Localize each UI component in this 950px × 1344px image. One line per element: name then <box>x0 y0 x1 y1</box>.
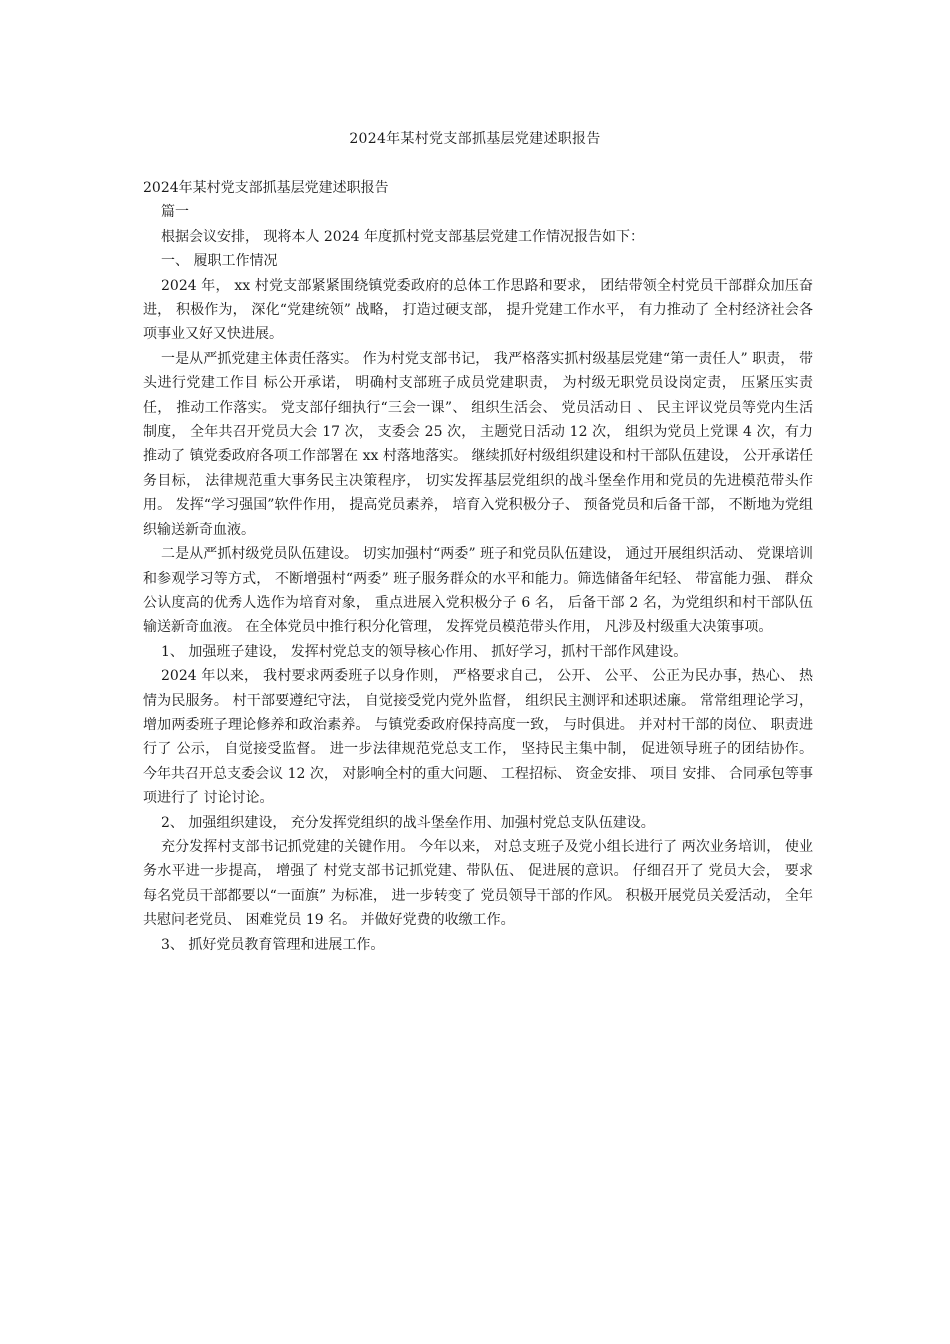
subsection-heading: 1、 加强班子建设， 发挥村党总支的领导核心作用、 抓好学习，抓村干部作风建设。 <box>161 643 688 660</box>
document-title: 2024年某村党支部抓基层党建述职报告 <box>349 131 601 147</box>
subsection-heading: 2、 加强组织建设， 充分发挥党组织的战斗堡垒作用、加强村党总支队伍建设。 <box>161 814 655 831</box>
body-heading: 2024年某村党支部抓基层党建述职报告 <box>143 180 389 196</box>
paragraph: 充分发挥村支部书记抓党建的关键作用。 今年以来， 对总支班子及党小组长进行了 两次业务培训， 使业务水平进一步提高， 增强了 村党支部书记抓党建、带队伍、 促进展的意识。 仔细召开了 党员大会， 要求每名党员干部都要以“一面旗” 为标准， 进一步转变了 党员领导干部的作风。 积极开展党员关爱活动， 全年共慰问老党员、 困难党员 19 名。 并做好党费的收缴工作。 <box>143 838 813 929</box>
paragraph: 二是从严抓村级党员队伍建设。 切实加强村“两委” 班子和党员队伍建设， 通过开展组织活动、 党课培训和参观学习等方式， 不断增强村“两委” 班子服务群众的水平和能力。筛选储备年纪轻、 带富能力强、 群众公认度高的优秀人选作为培育对象， 重点进展入党积极分子 6 名， 后备干部 2 名，为党组织和村干部队伍输送新奇血液。 在全体党员中推行积分化管理， 发挥党员模范带头作用， 凡涉及村级重大决策事项。 <box>143 546 813 636</box>
paragraph: 2024 年， xx 村党支部紧紧围绕镇党委政府的总体工作思路和要求， 团结带领全村党员干部群众加压奋进， 积极作为， 深化“党建统领” 战略， 打造过硬支部， 提升党建工作水平， 有力推动了 全村经济社会各项事业又好又快进展。 <box>143 277 813 343</box>
document-body <box>143 176 813 957</box>
paragraph: 一是从严抓党建主体责任落实。 作为村党支部书记， 我严格落实抓村级基层党建“第一责任人” 职责， 带头进行党建工作目 标公开承诺， 明确村支部班子成员党建职责， 为村级无职党员设岗定责， 压紧压实责任， 推动工作落实。 党支部仔细执行“三会一课”、 组织生活会、 党员活动日 、 民主评议党员等党内生活制度， 全年共召开党员大会 17 次， 支委会 25 次， 主题党日活动 12 次， 组织为党员上党课 4 次，有力推动了 镇党委政府各项工作部署在 xx 村落地落实。 继续抓好村级组织建设和村干部队伍建设， 公开承诺任务目标， 法律规范重大事务民主决策程序， 切实发挥基层党组织的战斗堡垒作用和党员的先进模范带头作用。 发挥“学习强国”软件作用， 提高党员素养， 培育入党积极分子、 预备党员和后备干部， 不断地为党组织输送新奇血液。 <box>143 350 813 538</box>
paragraph: 2024 年以来， 我村要求两委班子以身作则， 严格要求自己， 公开、 公平、 公正为民办事，热心、 热情为民服务。 村干部要遵纪守法， 自觉接受党内党外监督， 组织民主测评和述职述廉。 常常组理论学习， 增加两委班子理论修养和政治素养。 与镇党委政府保持高度一致， 与时俱进。 并对村干部的岗位、 职责进行了 公示， 自觉接受监督。 进一步法律规范党总支工作， 坚持民主集中制， 促进领导班子的团结协作。 今年共召开总支委会议 12 次， 对影响全村的重大问题、 工程招标、 资金安排、 项目 安排、 合同承包等事项进行了 讨论讨论。 <box>143 668 813 807</box>
subsection-heading: 3、 抓好党员教育管理和进展工作。 <box>161 936 385 953</box>
section-label: 篇一 <box>161 204 189 221</box>
section-heading: 一、 履职工作情况 <box>161 253 278 270</box>
paragraph: 根据会议安排， 现将本人 2024 年度抓村党支部基层党建工作情况报告如下： <box>161 228 644 245</box>
